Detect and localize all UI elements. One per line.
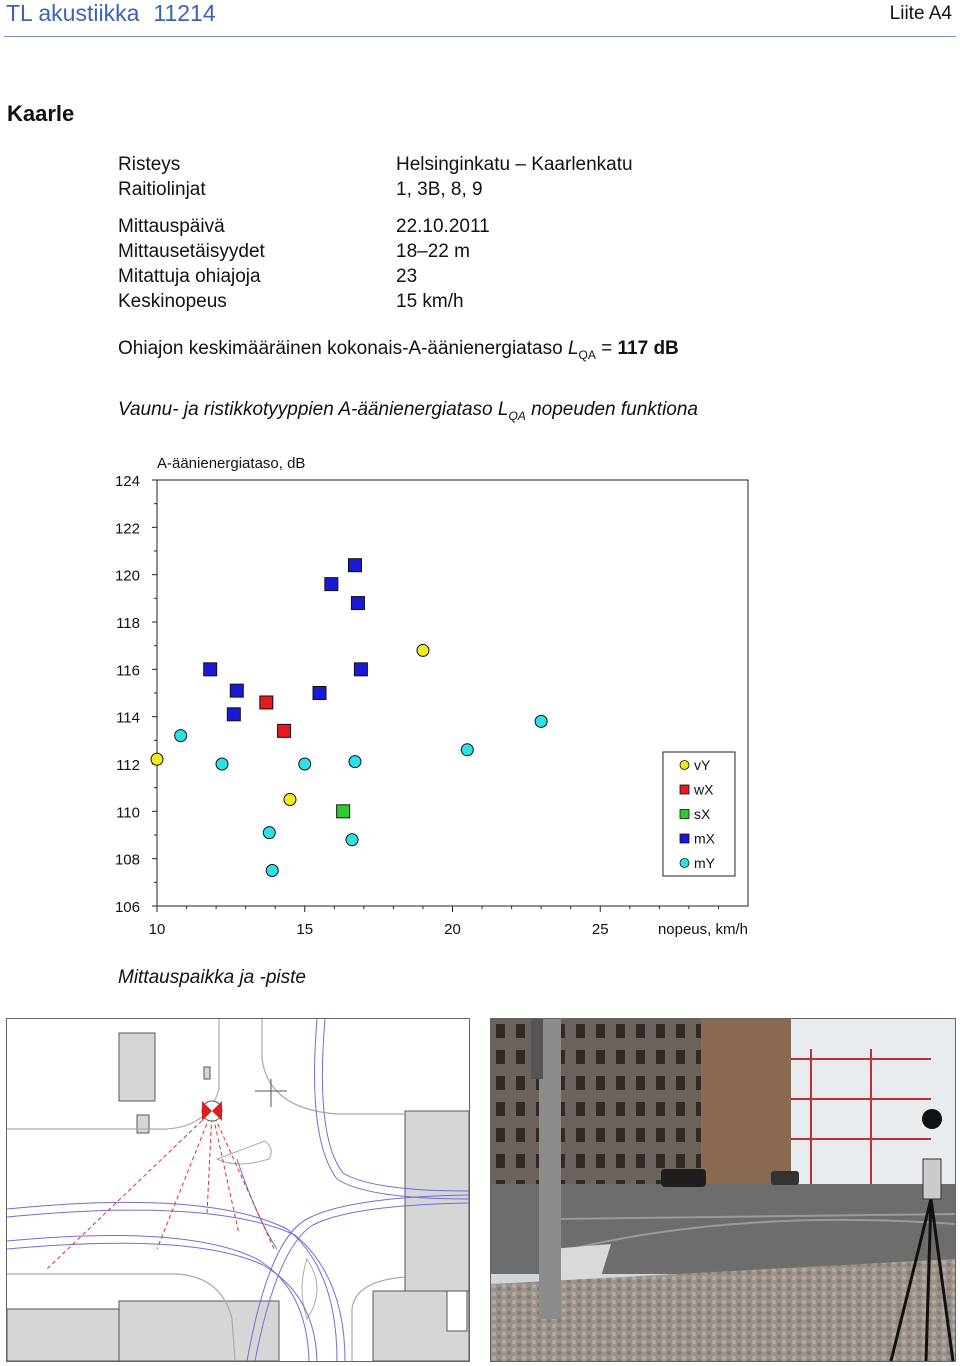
x-axis-label: nopeus, km/h: [657, 921, 748, 938]
x-tick-label: 10: [148, 921, 166, 938]
point-sX: [337, 805, 350, 818]
point-mY: [461, 744, 473, 756]
summary-equals: =: [595, 338, 618, 359]
project-number: 11214: [153, 0, 216, 26]
info-row: [118, 264, 818, 289]
point-mX: [227, 708, 240, 721]
y-tick-label: 116: [116, 662, 140, 680]
info-label: Keskinopeus: [118, 291, 227, 312]
chart-caption: [118, 399, 698, 423]
legend-label-wX: wX: [694, 781, 714, 798]
point-mY: [263, 827, 275, 839]
info-value: 23: [396, 266, 418, 287]
site-map-drawing: [7, 1019, 469, 1361]
header-divider: [4, 36, 956, 37]
site-photo-drawing: [491, 1019, 955, 1361]
info-value: 18–22 m: [396, 241, 470, 262]
summary-value: 117 dB: [617, 338, 679, 359]
summary-text: Ohiajon keskimääräinen kokonais-A-äänienergiataso: [118, 338, 568, 359]
point-mY: [346, 834, 358, 846]
header-brand: [6, 0, 216, 27]
info-row: [118, 152, 818, 177]
caption-suffix: nopeuden funktiona: [525, 399, 699, 420]
x-tick-label: 20: [444, 921, 461, 938]
caption-subscript: QA: [508, 408, 526, 423]
info-row: [118, 214, 818, 239]
y-tick-label: 120: [114, 567, 140, 585]
site-photo: [490, 1018, 956, 1362]
info-value: 1, 3B, 8, 9: [396, 179, 483, 200]
point-mY: [266, 865, 278, 877]
point-mY: [299, 758, 311, 770]
plot-frame: [157, 480, 748, 906]
legend-marker-mY: [680, 859, 689, 868]
point-vY: [151, 753, 163, 765]
chart-axes: [115, 455, 748, 938]
y-tick-label: 106: [114, 899, 140, 916]
point-mX: [230, 684, 243, 697]
legend-marker-vY: [680, 761, 689, 770]
info-value: 22.10.2011: [396, 216, 490, 237]
legend-label-vY: vY: [694, 757, 711, 773]
page-title: Kaarle: [7, 101, 75, 126]
caption-text: Vaunu- ja ristikkotyyppien A-äänienergiataso: [118, 399, 498, 420]
y-tick-label: 108: [114, 851, 140, 869]
info-label: Risteys: [118, 154, 181, 175]
point-mX: [325, 578, 338, 591]
section-title-location: Mittauspaikka ja -piste: [118, 967, 306, 988]
y-tick-label: 124: [114, 473, 140, 490]
point-mY: [175, 730, 187, 742]
info-label: Mittausetäisyydet: [118, 241, 265, 262]
caption-symbol: L: [497, 399, 509, 420]
point-vY: [417, 644, 429, 656]
point-mX: [348, 559, 361, 572]
y-tick-label: 114: [116, 709, 140, 727]
legend-label-sX: sX: [694, 806, 711, 822]
point-wX: [260, 696, 273, 709]
info-row: [118, 239, 818, 264]
legend-marker-sX: [680, 810, 689, 819]
info-value: 15 km/h: [396, 291, 464, 312]
y-tick-label: 122: [114, 520, 140, 538]
x-tick-label: 25: [591, 921, 609, 938]
x-tick-label: 15: [296, 921, 314, 938]
point-mY: [349, 756, 361, 768]
info-label: Raitiolinjat: [118, 179, 206, 200]
y-tick-label: 112: [116, 757, 140, 774]
info-row: [118, 177, 818, 202]
y-axis-label: A-äänienergiataso, dB: [157, 455, 306, 472]
site-map: [6, 1018, 470, 1362]
legend-marker-wX: [680, 785, 689, 794]
point-mX: [313, 687, 326, 700]
info-label: Mitattuja ohiajoja: [118, 266, 261, 287]
brand-name: TL akustiikka: [6, 0, 140, 26]
legend-marker-mX: [680, 834, 689, 843]
point-vY: [284, 794, 296, 806]
point-mY: [216, 758, 228, 770]
point-wX: [278, 724, 291, 737]
y-tick-label: 118: [116, 615, 140, 632]
legend-label-mY: mY: [694, 855, 715, 871]
info-row: [118, 289, 818, 314]
point-mY: [535, 715, 547, 727]
summary-symbol: L: [567, 338, 579, 359]
chart-legend: [663, 752, 735, 876]
point-mX: [204, 663, 217, 676]
summary-line: [118, 338, 679, 362]
scatter-chart: [100, 450, 760, 945]
info-label: Mittauspäivä: [118, 216, 225, 237]
legend-label-mX: mX: [694, 830, 715, 847]
point-mX: [354, 663, 367, 676]
chart-points: [151, 559, 547, 877]
appendix-label: Liite A4: [889, 3, 952, 24]
y-tick-label: 110: [116, 804, 140, 822]
point-mX: [351, 597, 364, 610]
info-value: Helsinginkatu – Kaarlenkatu: [396, 154, 633, 175]
summary-subscript: QA: [578, 347, 596, 362]
